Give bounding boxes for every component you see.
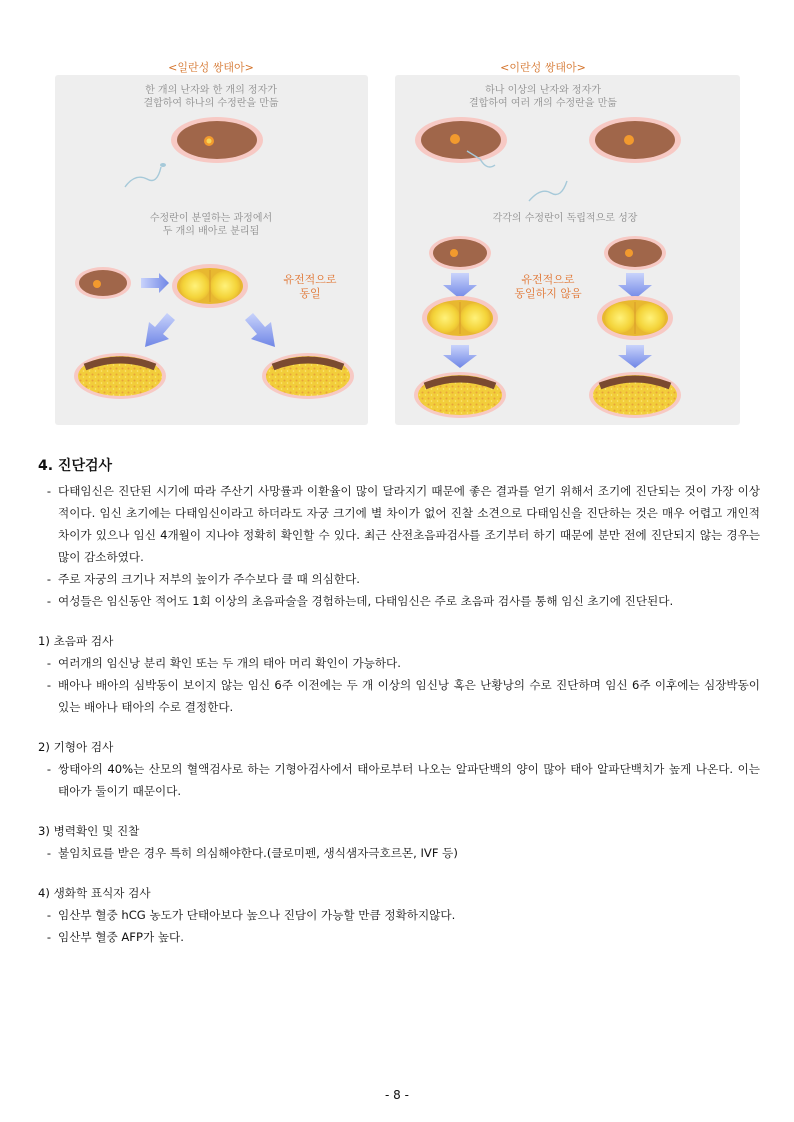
bullet-dash: - (46, 846, 52, 860)
left-desc1-line2: 결합하여 하나의 수정란을 만듦 (143, 98, 279, 109)
zygote-illustration (171, 117, 263, 163)
subsection-title-history: 3) 병력확인 및 진찰 (38, 824, 140, 838)
bullet-text: 다태임신은 진단된 시기에 따라 주산기 사망률과 이환율이 많이 달라지기 때문에 좋은 결과를 얻기 위해서 조기에 진단되는 것이 가장 이상적이다. 임신 초기에는 다태임신이라고 하더라도 자궁 크기에 별 차이가 없어 진찰 소견으로 다태임신을 진단하는 것은 매우 어렵고 개인적 차이가 있으나 임신 4개월이 지나야 정확히 확인할 수 있다. 최근 산전초음파검사를 조기부터 하기 때문에 분만 전에 진단되지 않는 경우는 많이 감소하였다. (58, 484, 760, 564)
right-desc2-line1: 각각의 수정란이 독립적으로 성장 (492, 213, 638, 224)
section-title: 4. 진단검사 (38, 458, 113, 474)
bullet-dash: - (46, 930, 52, 944)
right-desc1-line2: 결합하여 여러 개의 수정란을 만듦 (469, 98, 617, 109)
bullet-dash: - (46, 678, 52, 692)
small-egg-icon (75, 267, 131, 299)
bullet-text: 불임치료를 받은 경우 특히 의심해야한다.(클로미펜, 생식샘자극호르몬, IVF 등) (58, 846, 458, 860)
bullet-text: 여러개의 임신낭 분리 확인 또는 두 개의 태아 머리 확인이 가능하다. (58, 656, 401, 670)
left-desc2-line2: 두 개의 배아로 분리됨 (162, 226, 260, 237)
identical-twins-panel (55, 60, 368, 425)
bullet-text: 주로 자궁의 크기나 저부의 높이가 주수보다 클 때 의심한다. (58, 572, 360, 586)
bullet-text: 임산부 혈중 AFP가 높다. (58, 930, 184, 944)
dividing-cell-icon (172, 264, 248, 308)
list-item (38, 652, 760, 674)
zygote-left-icon (415, 117, 507, 163)
left-genetic-label-line1: 유전적으로 (283, 273, 337, 286)
zygote-right-icon (589, 117, 681, 163)
left-panel-title: <일란성 쌍태아> (168, 61, 254, 74)
list-item (38, 758, 760, 802)
list-item (38, 590, 760, 612)
bullet-text: 배아나 배아의 심박동이 보이지 않는 임신 6주 이전에는 두 개 이상의 임신낭 혹은 난황낭의 수로 진단하며 임신 6주 이후에는 심장박동이 있는 배아나 태아의 수로 결정한다. (58, 678, 760, 714)
dividing-cell-right-icon (597, 296, 673, 340)
left-desc2-line1: 수정란이 분열하는 과정에서 (149, 213, 273, 224)
embryo-left-icon (414, 372, 506, 418)
bullet-dash: - (46, 572, 52, 586)
list-item (38, 926, 760, 948)
diagnosis-section (38, 456, 760, 948)
small-egg-right-icon (604, 236, 666, 270)
right-panel-title: <이란성 쌍태아> (500, 61, 586, 74)
right-genetic-label-line1: 유전적으로 (521, 273, 575, 286)
list-item (38, 674, 760, 718)
bullet-text: 쌍태아의 40%는 산모의 혈액검사로 하는 기형아검사에서 태아로부터 나오는 알파단백의 양이 많아 태아 알파단백치가 높게 나온다. 이는 태아가 둘이기 때문이다. (58, 762, 760, 798)
bullet-dash: - (46, 484, 52, 498)
embryo-right-icon (589, 372, 681, 418)
list-item (38, 480, 760, 568)
list-item (38, 842, 760, 864)
subsection-title-anomaly-test: 2) 기형아 검사 (38, 740, 114, 754)
right-genetic-label-line2: 동일하지 않음 (514, 287, 582, 300)
list-item (38, 904, 760, 926)
subsection-title-biochemical: 4) 생화학 표식자 검사 (38, 886, 151, 900)
bullet-dash: - (46, 594, 52, 608)
twin-diagram (55, 55, 740, 425)
bullet-dash: - (46, 656, 52, 670)
embryo-right-icon (262, 353, 354, 399)
list-item (38, 568, 760, 590)
bullet-text: 여성들은 임신동안 적어도 1회 이상의 초음파술을 경험하는데, 다태임신은 주로 초음파 검사를 통해 임신 초기에 진단된다. (58, 594, 674, 608)
subsection-title-ultrasound: 1) 초음파 검사 (38, 634, 114, 648)
page-number: - 8 - (385, 1088, 409, 1102)
left-desc1-line1: 한 개의 난자와 한 개의 정자가 (145, 85, 277, 96)
bullet-text: 임산부 혈중 hCG 농도가 단태아보다 높으나 진담이 가능할 만큼 정확하지않다. (58, 908, 456, 922)
bullet-dash: - (46, 762, 52, 776)
left-genetic-label-line2: 동일 (299, 287, 321, 300)
bullet-dash: - (46, 908, 52, 922)
right-desc1-line1: 하나 이상의 난자와 정자가 (485, 85, 601, 96)
dividing-cell-left-icon (422, 296, 498, 340)
small-egg-left-icon (429, 236, 491, 270)
fraternal-twins-panel (395, 60, 740, 425)
embryo-left-icon (74, 353, 166, 399)
